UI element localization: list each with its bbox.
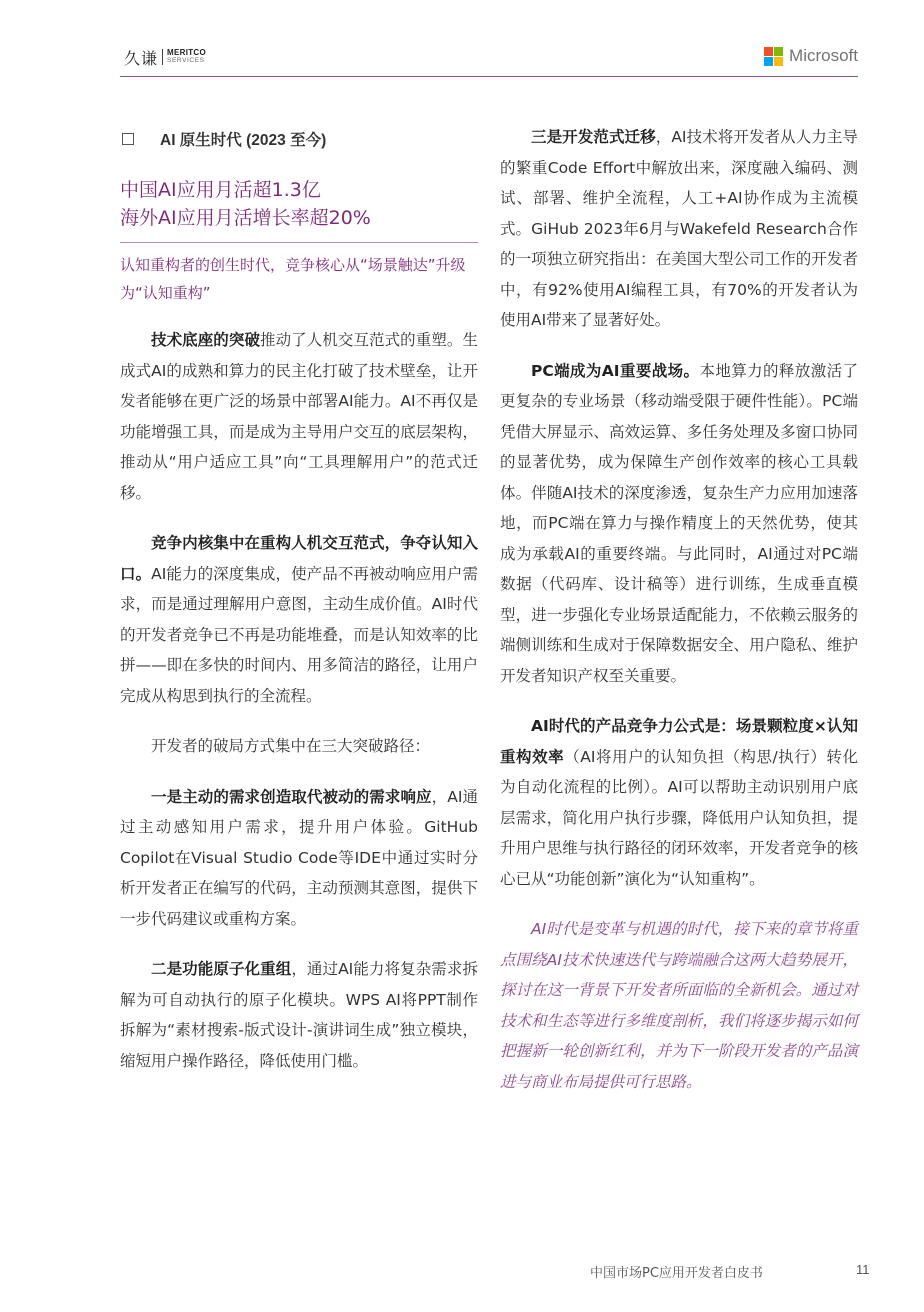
- paragraph-body: 推动了人机交互范式的重塑。生成式AI的成熟和算力的民主化打破了技术壁垒，让开发者能够在更广泛的场景中部署AI能力。AI不再仅是功能增强工具，而是成为主导用户交互的底层架构，推动从“用户适应工具”向“工具理解用户”的范式迁移。: [120, 331, 478, 502]
- footer-document-title: 中国市场PC应用开发者白皮书: [590, 1266, 763, 1281]
- section-heading: [120, 122, 478, 156]
- logo-separator: [162, 49, 163, 65]
- meritco-logo-line2: SERVICES: [167, 57, 205, 64]
- paragraph-lead: 三是开发范式迁移: [531, 128, 656, 146]
- paragraph-lead: PC端成为AI重要战场。: [531, 361, 700, 380]
- ms-square-yellow: [774, 57, 783, 66]
- paragraph-body: ，AI技术将开发者从人力主导的繁重Code Effort中解放出来，深度融入编码、测试、部署、维护全流程，人工+AI协作成为主流模式。GiHub 2023年6月与Wakefeld Research合作的一项独立研究指出：在美国大型公司工作的开发者中，有92%使用AI编程工具，有70%的开发者认为使用AI带来了显著好处。: [500, 128, 858, 329]
- paragraph-lead: 竞争内核集中在重构人机交互范式，争夺认知入口。: [120, 534, 478, 583]
- paragraph-lead: 二是功能原子化重组: [151, 960, 292, 978]
- paragraph-pc-battlefield: [500, 356, 858, 692]
- section-heading-text: AI 原生时代 (2023 至今): [160, 132, 327, 149]
- microsoft-logo-text: Microsoft: [789, 46, 858, 65]
- paragraph-body: AI能力的深度集成，使产品不再被动响应用户需求，而是通过理解用户意图，主动生成价值。AI时代的开发者竞争已不再是功能堆叠，而是认知效率的比拼——即在多快的时间内、用多简洁的路径，让用户完成从构思到执行的全流程。: [120, 564, 478, 705]
- section-subtitle: 认知重构者的创生时代，竞争核心从“场景触达”升级为“认知重构”: [120, 256, 466, 302]
- meritco-logo-line1: MERITCO: [167, 48, 207, 57]
- left-column: [120, 122, 478, 1096]
- meritco-logo: [124, 46, 206, 68]
- title-line-1: 中国AI应用月活超1.3亿: [120, 179, 321, 201]
- paragraph-chapter-outlook: AI时代是变革与机遇的时代，接下来的章节将重点围绕AI技术快速迭代与跨端融合这两大趋势展开，探讨在这一背景下开发者所面临的全新机会。通过对技术和生态等进行多维度剖析，我们将逐步揭示如何把握新一轮创新红利，并为下一阶段开发者的产品演进与商业布局提供可行思路。: [500, 920, 858, 1091]
- title-line-2: 海外AI应用月活增长率超20%: [120, 207, 371, 229]
- ms-square-green: [774, 47, 783, 56]
- section-title: [120, 176, 478, 243]
- paragraph-lead: AI时代的产品竞争力公式是：场景颗粒度×认知重构效率: [500, 717, 858, 766]
- paragraph-lead: 技术底座的突破: [151, 331, 261, 349]
- meritco-logo-chinese: 久谦: [124, 48, 159, 68]
- paragraph-body: ，通过AI能力将复杂需求拆解为可自动执行的原子化模块。WPS AI将PPT制作拆解为“素材搜索-版式设计-演讲词生成”独立模块，缩短用户操作路径，降低使用门槛。: [120, 960, 478, 1070]
- microsoft-logo-icon: [764, 47, 783, 66]
- paragraph-body: 开发者的破局方式集中在三大突破路径：: [151, 737, 431, 755]
- paragraph-body: ，AI通过主动感知用户需求，提升用户体验。GitHub Copilot在Visual Studio Code等IDE中通过实时分析开发者正在编写的代码，主动预测其意图，提供下一步代码建议或重构方案。: [120, 787, 478, 928]
- paragraph-path-three: [500, 122, 858, 336]
- page-header: [0, 0, 924, 80]
- paragraph-lead: 一是主动的需求创造取代被动的需求响应: [151, 787, 432, 806]
- paragraph-body: （AI将用户的认知负担（构思/执行）转化为自动化流程的比例）。AI可以帮助主动识别用户底层需求，简化用户执行步骤，降低用户认知负担，提升用户思维与执行路径的闭环效率，开发者竞争的核心已从“功能创新”演化为“认知重构”。: [500, 747, 858, 888]
- paragraph-tech-foundation: [120, 325, 478, 508]
- checkbox-square-icon: [122, 133, 134, 145]
- paragraph-breakthrough-intro: [120, 731, 478, 762]
- paragraph-path-two: [120, 954, 478, 1076]
- paragraph-competitiveness-formula: [500, 711, 858, 894]
- header-divider: [120, 76, 858, 77]
- paragraph-competition-core: [120, 528, 478, 711]
- page-number: 11: [856, 1262, 870, 1277]
- meritco-logo-wordmark: [167, 49, 206, 65]
- ms-square-blue: [764, 57, 773, 66]
- paragraph-body: 本地算力的释放激活了更复杂的专业场景（移动端受限于硬件性能）。PC端凭借大屏显示、高效运算、多任务处理及多窗口协同的显著优势，成为保障生产创作效率的核心工具载体。伴随AI技术的深度渗透，复杂生产力应用加速落地，而PC端在算力与操作精度上的天然优势，使其成为承载AI的重要终端。与此同时，AI通过对PC端数据（代码库、设计稿等）进行训练，生成垂直模型，进一步强化专业场景适配能力，不依赖云服务的端侧训练和生成对于保障数据安全、用户隐私、维护开发者知识产权至关重要。: [500, 361, 858, 685]
- right-column: [500, 122, 858, 1117]
- paragraph-path-one: [120, 782, 478, 935]
- microsoft-logo: [764, 46, 858, 66]
- ms-square-red: [764, 47, 773, 56]
